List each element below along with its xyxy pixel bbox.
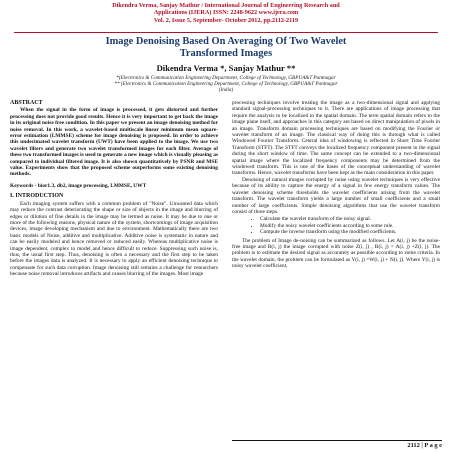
abstract-heading: ABSTRACT: [10, 100, 43, 106]
right-column: [232, 100, 440, 430]
list-item: • Compute the inverse transform using the modified coefficients.: [260, 229, 440, 235]
header-divider: [14, 32, 438, 33]
paper-title-line2: Transformed Images: [179, 48, 273, 59]
paper-title-line1: Image Denoising Based On Averaging Of Two Wavelet: [105, 36, 347, 47]
body-paragraph-1: processing techniques involve treating the image as a two-dimensional signal and applying standard signal-processing techniques to it. There are applications of image processing that require the analysis to be localized in the spatial domain. The term spatial domain refers to the image plane itself, and approaches in this category are based on direct manipulation of pixels in an image. Transform domain processing techniques are based on modifying the Fourier or wavelet transform of an image. The classical way of doing this is through what is called Windowed Fourier Transform. Central idea of windowing is reflected in Short Time Fourier Transform (STFT). The STFT conveys the localized frequency component present in the signal during the short window of time. The same concept can be extended to a two-dimensional spatial image where the localized frequency components may be determined from the windowed transform. This is one of the bases of the conceptual understanding of wavelet transforms. Hence, wavelet transforms have been kept as the main consideration in this paper.: [232, 100, 440, 177]
list-item: • Modify the noisy wavelet coefficients according to some rule.: [260, 223, 440, 229]
left-column: [10, 100, 218, 438]
affiliation-line1: *(Electronics & Communication Engineering Department, College of Technology, GBPUA&T Pantnagar: [116, 75, 336, 81]
abstract: [10, 107, 218, 177]
introduction-paragraph: Each imaging system suffers with a common problem of "Noise". Unwanted data which may reduce the contrast deteriorating the shape or size of objects in the image and blurring of edges or dilution of fine details in the image may be termed as noise. It may be due to one or more of the following reasons, physical nature of the system, shortcomings of image acquisition devices, image developing mechanism and due to environment. Mathematically there are two basic models of Noise, additive and multiplicative. Additive noise is systematic in nature and can be easily modeled and hence removed or reduced easily. Whereas multiplicative noise is image dependent, complex to model and hence difficult to reduce. Suppressing such noise is, thus, the usual first step. Thus, denoising is often a necessary and the first step to be taken before the images data is analyzed. It is necessary to apply an efficient denoising technique to compensate for such data corruption. Image denoising still remains a challenge for researchers because noise removal introduces artifacts and causes blurring of the images. Most image: [10, 200, 218, 278]
footer-divider: [232, 440, 442, 441]
affiliation-line3: (India): [218, 87, 234, 94]
list-item: • Calculate the wavelet transform of the noisy signal.: [260, 216, 440, 222]
abstract-text: When the signal in the form of image is processed, it gets distorted and further processing does not provide good results. Hence it is very important to get back the image in its original noise free condition. In this paper we present an image denoising method for noise removal. In this work, a wavelet-based multiscale linear minimum mean square-error estimation (LMMSE) scheme for image denoising is proposed. In order to achieve this undecimated wavelet transform (UWT) have been applied to the image. We use two wavelet filters and generate two wavelet transformed images for each filter. Average of these two transformed images is used to generate a new image which is visually pleasing as compared to individual filtered image. It is also shown quantitatively by PSNR and MSE value. Experiments show that the proposed scheme outperforms some existing denoising methods.: [10, 107, 218, 178]
journal-header-line1: Dikendra Verma, Sanjay Mathur / International Journal of Engineering Research and: [112, 2, 340, 9]
page-number: 2112 | P a g e: [407, 442, 442, 449]
denoising-steps-list: [232, 216, 440, 235]
authors: Dikendra Verma *, Sanjay Mathur **: [156, 63, 296, 73]
affiliations: [0, 75, 452, 94]
keywords: Keywords - bior1.3, db2, image processing, LMMSE, UWT: [10, 182, 147, 189]
journal-header: [0, 2, 452, 24]
journal-header-line3: Vol. 2, Issue 5, September- October 2012, pp.2112-2119: [153, 16, 299, 24]
introduction-heading: I. INTRODUCTION: [10, 193, 64, 200]
paper-title: [0, 36, 452, 60]
body-paragraph-2: Denoising of natural images corrupted by noise using wavelet techniques is very effective because of its ability to capture the energy of a signal in few energy transform values. The wavelet denoising scheme thresholds the wavelet coefficients arising from the wavelet transform. The wavelet transform yields a large number of small coefficients and a small number of large coefficients. Simple denoising algorithms that use the wavelet transform consist of three steps.: [232, 176, 440, 215]
affiliation-line2: ** (Electronics & Communication Engineering Department, College of Technology, GBPUA&T Pantnagar: [114, 81, 338, 88]
body-paragraph-3: The problem of Image de-noising can be summarized as follows. Let A(i, j) be the noise-free image and B(i, j) the image corrupted with noise Z(i, j) , B(i, j) = A(i, j) +Z(i, j). The problem is to estimate the desired signal as accurately as possible according to some criteria. In the wavelet domain, the problem can be formulated as Y(i, j) =W(i, j) + N(i, j). Where Y(i, j) is noisy wavelet coefficient,: [232, 237, 440, 270]
journal-header-line2: Applications (IJERA) ISSN: 2248-9622 www.ijera.com: [153, 9, 299, 17]
